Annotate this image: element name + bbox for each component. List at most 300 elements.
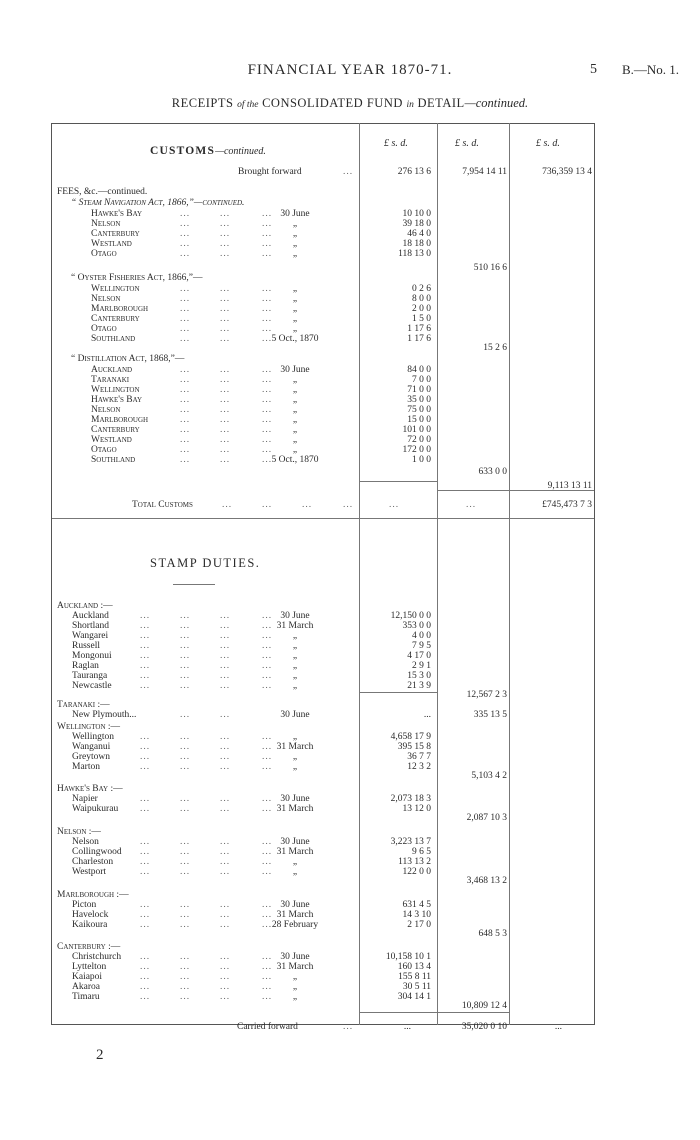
row-place-label: Napier xyxy=(72,794,98,804)
leader-dots: ... xyxy=(180,334,191,344)
row-subtotal: 335 13 5 xyxy=(473,710,507,720)
leader-dots: ... xyxy=(262,425,273,435)
row-place-label: Timaru xyxy=(72,992,100,1002)
leader-dots: ... xyxy=(140,631,151,641)
row-place-label: Kaiapoi xyxy=(72,972,103,982)
leader-dots: ... xyxy=(180,794,191,804)
leader-dots: ... xyxy=(262,752,273,762)
leader-dots: ... xyxy=(220,952,231,962)
row-place-label: Nelson xyxy=(91,405,121,415)
leader-dots: ... xyxy=(262,631,273,641)
leader-dots: ... xyxy=(262,445,273,455)
row-amount: 1 5 0 xyxy=(412,314,431,324)
row-amount: 35 0 0 xyxy=(407,395,431,405)
customs-continued: —continued. xyxy=(215,146,266,157)
leader-dots: ... xyxy=(262,804,273,814)
page-subtitle xyxy=(0,96,700,111)
leader-dots: ... xyxy=(262,405,273,415)
leader-dots: ... xyxy=(262,837,273,847)
row-place-label: Wellington xyxy=(91,385,140,395)
leader-dots: ... xyxy=(220,395,231,405)
leader-dots: ... xyxy=(262,455,273,465)
leader-dots: ... xyxy=(180,992,191,1002)
leader-dots: ... xyxy=(140,762,151,772)
row-place-label: Nelson xyxy=(91,294,121,304)
row-amount: 72 0 0 xyxy=(407,435,431,445)
row-amount: 0 2 6 xyxy=(412,284,431,294)
leader-dots: ... xyxy=(220,962,231,972)
row-place-label: Shortland xyxy=(72,621,109,631)
leader-dots: ... xyxy=(140,847,151,857)
row-date: „ xyxy=(292,661,298,671)
row-date: 31 March xyxy=(276,621,314,631)
row-place-label: Taranaki :— xyxy=(57,700,110,710)
row-amount: 113 13 2 xyxy=(398,857,431,867)
leader-dots: ... xyxy=(262,847,273,857)
row-date: „ xyxy=(292,857,298,867)
leader-dots: ... xyxy=(180,455,191,465)
leader-dots: ... xyxy=(140,952,151,962)
row-amount: 1 0 0 xyxy=(412,455,431,465)
row-place-label: Hawke's Bay :— xyxy=(57,784,123,794)
leader-dots: ... xyxy=(180,804,191,814)
leader-dots: ... xyxy=(262,334,273,344)
page-title: FINANCIAL YEAR 1870-71. xyxy=(247,62,453,78)
leader-dots: ... xyxy=(220,794,231,804)
leader-dots: ... xyxy=(180,972,191,982)
subtitle-of-the: of the xyxy=(237,100,259,110)
leader-dots: ... xyxy=(220,229,231,239)
row-place-label: Russell xyxy=(72,641,100,651)
leader-dots: ... xyxy=(220,992,231,1002)
leader-dots: ... xyxy=(180,445,191,455)
row-amount: 2,073 18 3 xyxy=(390,794,431,804)
leader-dots: ... xyxy=(140,920,151,930)
row-place-label: Newcastle xyxy=(72,681,112,691)
customs-title: CUSTOMS xyxy=(150,145,216,157)
carried-forward-row xyxy=(0,1022,700,1033)
leader-dots: ... xyxy=(222,500,233,510)
row-amount: 39 18 0 xyxy=(402,219,431,229)
row-place-label: Wellington xyxy=(72,732,114,742)
leader-dots: ... xyxy=(180,847,191,857)
row-place-label: Marton xyxy=(72,762,100,772)
leader-dots: ... xyxy=(466,500,477,510)
row-amount: 14 3 10 xyxy=(402,910,431,920)
leader-dots: ... xyxy=(140,651,151,661)
row-place-label: Picton xyxy=(72,900,97,910)
row-amount: 18 18 0 xyxy=(402,239,431,249)
row-date: 28 February xyxy=(271,920,319,930)
leader-dots: ... xyxy=(262,661,273,671)
leader-dots: ... xyxy=(140,857,151,867)
leader-dots: ... xyxy=(262,294,273,304)
leader-dots: ... xyxy=(180,742,191,752)
row-date: 31 March xyxy=(276,847,314,857)
subtotal-rule xyxy=(359,1012,509,1013)
row-subtotal: 3,468 13 2 xyxy=(466,876,507,886)
row-date: 31 March xyxy=(276,962,314,972)
leader-dots: ... xyxy=(180,385,191,395)
row-place-label: Auckland xyxy=(91,365,133,375)
leader-dots: ... xyxy=(140,837,151,847)
row-amount: 84 0 0 xyxy=(407,365,431,375)
leader-dots: ... xyxy=(262,972,273,982)
leader-dots: ... xyxy=(180,910,191,920)
leader-dots: ... xyxy=(180,962,191,972)
leader-dots: ... xyxy=(262,900,273,910)
row-date: „ xyxy=(292,415,298,425)
row-place-label: Otago xyxy=(91,445,117,455)
row-subtotal: 10,809 12 4 xyxy=(461,1001,507,1011)
distill-act-total: 633 0 0 xyxy=(478,467,507,477)
leader-dots: ... xyxy=(180,415,191,425)
row-place-label: Canterbury xyxy=(91,425,140,435)
row-date: 30 June xyxy=(280,952,310,962)
leader-dots: ... xyxy=(220,405,231,415)
row-place-label: Akaroa xyxy=(72,982,100,992)
leader-dots: ... xyxy=(140,611,151,621)
leader-dots: ... xyxy=(180,209,191,219)
leader-dots: ... xyxy=(220,239,231,249)
row-date: 30 June xyxy=(280,611,310,621)
leader-dots: ... xyxy=(262,324,273,334)
row-amount: 2 0 0 xyxy=(412,304,431,314)
leader-dots: ... xyxy=(262,920,273,930)
fees-total-row xyxy=(0,481,700,492)
row-place-label: Auckland :— xyxy=(57,601,113,611)
stamp-group-total xyxy=(0,813,700,824)
leader-dots: ... xyxy=(220,982,231,992)
steam-act-text: “ Steam Navigation Act, 1866,”—continued. xyxy=(71,198,245,208)
leader-dots: ... xyxy=(140,972,151,982)
row-date: 30 June xyxy=(280,209,310,219)
section-divider xyxy=(52,518,594,519)
row-amount: ... xyxy=(423,710,431,720)
leader-dots: ... xyxy=(180,867,191,877)
row-place-label: Wellington xyxy=(91,284,140,294)
row-amount: 13 12 0 xyxy=(402,804,431,814)
leader-dots: ... xyxy=(180,375,191,385)
row-amount: 36 7 7 xyxy=(407,752,431,762)
leader-dots: ... xyxy=(140,867,151,877)
row-date: „ xyxy=(292,867,298,877)
oyster-act-total-row xyxy=(0,343,700,354)
page-number: 5 xyxy=(590,62,597,77)
leader-dots: ... xyxy=(389,500,400,510)
leader-dots: ... xyxy=(180,857,191,867)
steam-act-total: 510 16 6 xyxy=(473,263,507,273)
brought-forward-col1: 276 13 6 xyxy=(397,167,431,177)
leader-dots: ... xyxy=(262,284,273,294)
leader-dots: ... xyxy=(262,794,273,804)
row-place-label: Mongonui xyxy=(72,651,112,661)
stamp-group-total xyxy=(0,1001,700,1012)
row-date: „ xyxy=(292,385,298,395)
leader-dots: ... xyxy=(262,219,273,229)
leader-dots: ... xyxy=(220,294,231,304)
leader-dots: ... xyxy=(220,910,231,920)
row-place-label: Hawke's Bay xyxy=(91,395,143,405)
row-place-label: Havelock xyxy=(72,910,109,920)
leader-dots: ... xyxy=(140,982,151,992)
row-date: „ xyxy=(292,972,298,982)
leader-dots: ... xyxy=(180,284,191,294)
fees-heading-text: FEES, &c.—continued. xyxy=(57,187,148,197)
leader-dots: ... xyxy=(262,209,273,219)
row-place-label: Canterbury xyxy=(91,314,140,324)
row-subtotal: 12,567 2 3 xyxy=(466,690,507,700)
row-place-label: Collingwood xyxy=(72,847,122,857)
oyster-act-text: “ Oyster Fisheries Act, 1866,”— xyxy=(71,273,203,283)
leader-dots: ... xyxy=(180,681,191,691)
leader-dots: ... xyxy=(180,641,191,651)
row-amount: 3,223 13 7 xyxy=(390,837,431,847)
distill-act-total-row xyxy=(0,467,700,478)
leader-dots: ... xyxy=(343,1022,354,1032)
row-date: 5 Oct., 1870 xyxy=(271,334,319,344)
brought-forward-col2: 7,954 14 11 xyxy=(462,167,507,177)
leader-dots: ... xyxy=(180,762,191,772)
row-date: „ xyxy=(292,219,298,229)
row-amount: 46 4 0 xyxy=(407,229,431,239)
row-date: „ xyxy=(292,435,298,445)
row-amount: 155 8 11 xyxy=(398,972,431,982)
leader-dots: ... xyxy=(343,500,354,510)
customs-heading xyxy=(150,145,266,157)
leader-dots: ... xyxy=(262,375,273,385)
row-date: „ xyxy=(292,992,298,1002)
oyster-act-heading xyxy=(0,273,700,284)
brought-forward-col3: 736,359 13 4 xyxy=(542,167,592,177)
leader-dots: ... xyxy=(220,732,231,742)
leader-dots: ... xyxy=(220,324,231,334)
leader-dots: ... xyxy=(220,867,231,877)
row-date: „ xyxy=(292,304,298,314)
leader-dots: ... xyxy=(220,920,231,930)
leader-dots: ... xyxy=(220,611,231,621)
row-date: „ xyxy=(292,651,298,661)
leader-dots: ... xyxy=(262,732,273,742)
row-amount: 2 9 1 xyxy=(412,661,431,671)
row-place-label: Greytown xyxy=(72,752,110,762)
total-customs-label: Total Customs xyxy=(132,500,193,510)
row-date: „ xyxy=(292,445,298,455)
row-date: „ xyxy=(292,395,298,405)
leader-dots: ... xyxy=(180,324,191,334)
leader-dots: ... xyxy=(180,621,191,631)
row-date: „ xyxy=(292,229,298,239)
leader-dots: ... xyxy=(220,847,231,857)
row-amount: 172 0 0 xyxy=(402,445,431,455)
leader-dots: ... xyxy=(220,209,231,219)
leader-dots: ... xyxy=(140,641,151,651)
row-place-label: Raglan xyxy=(72,661,99,671)
row-place-label: Hawke's Bay xyxy=(91,209,143,219)
row-place-label: Wangarei xyxy=(72,631,109,641)
subtitle-in: in xyxy=(406,100,414,110)
steam-act-heading xyxy=(0,198,700,209)
leader-dots: ... xyxy=(220,972,231,982)
fees-heading xyxy=(0,187,700,198)
row-amount: 122 0 0 xyxy=(402,867,431,877)
carried-forward-col1: ... xyxy=(403,1022,411,1032)
leader-dots: ... xyxy=(220,661,231,671)
leader-dots: ... xyxy=(180,710,191,720)
row-date: „ xyxy=(292,314,298,324)
leader-dots: ... xyxy=(180,405,191,415)
row-date: 30 June xyxy=(280,837,310,847)
leader-dots: ... xyxy=(180,395,191,405)
leader-dots: ... xyxy=(262,500,273,510)
leader-dots: ... xyxy=(180,952,191,962)
row-date: „ xyxy=(292,375,298,385)
leader-dots: ... xyxy=(220,375,231,385)
row-place-label: Wanganui xyxy=(72,742,111,752)
row-place-label: New Plymouth... xyxy=(72,710,137,720)
leader-dots: ... xyxy=(262,962,273,972)
row-amount: 7 0 0 xyxy=(412,375,431,385)
row-amount: 9 6 5 xyxy=(412,847,431,857)
leader-dots: ... xyxy=(220,334,231,344)
row-date: „ xyxy=(292,284,298,294)
leader-dots: ... xyxy=(220,314,231,324)
stamp-group-total xyxy=(0,929,700,940)
row-place-label: Marlborough :— xyxy=(57,890,129,900)
row-amount: 353 0 0 xyxy=(402,621,431,631)
row-amount: 631 4 5 xyxy=(402,900,431,910)
leader-dots: ... xyxy=(302,500,313,510)
row-place-label: Tauranga xyxy=(72,671,108,681)
row-place-label: Marlborough xyxy=(91,415,149,425)
row-date: 30 June xyxy=(280,900,310,910)
leader-dots: ... xyxy=(180,435,191,445)
leader-dots: ... xyxy=(180,425,191,435)
carried-forward-col2: 35,020 0 10 xyxy=(461,1022,507,1032)
leader-dots: ... xyxy=(262,857,273,867)
leader-dots: ... xyxy=(220,900,231,910)
leader-dots: ... xyxy=(140,900,151,910)
row-date: „ xyxy=(292,294,298,304)
leader-dots: ... xyxy=(220,837,231,847)
row-place-label: Westport xyxy=(72,867,107,877)
stamp-row xyxy=(0,710,700,721)
row-amount: 10 10 0 xyxy=(402,209,431,219)
leader-dots: ... xyxy=(180,651,191,661)
row-date: 30 June xyxy=(280,710,310,720)
leader-dots: ... xyxy=(140,681,151,691)
leader-dots: ... xyxy=(140,621,151,631)
row-place-label: Canterbury xyxy=(91,229,140,239)
row-date: 30 June xyxy=(280,794,310,804)
currency-header-1: £ s. d. xyxy=(384,138,408,149)
leader-dots: ... xyxy=(220,631,231,641)
leader-dots: ... xyxy=(180,219,191,229)
leader-dots: ... xyxy=(220,425,231,435)
leader-dots: ... xyxy=(262,365,273,375)
leader-dots: ... xyxy=(180,661,191,671)
leader-dots: ... xyxy=(262,742,273,752)
row-amount: 395 15 8 xyxy=(397,742,431,752)
leader-dots: ... xyxy=(180,982,191,992)
row-place-label: Wellington :— xyxy=(57,722,121,732)
row-amount: 4,658 17 9 xyxy=(390,732,431,742)
row-date: „ xyxy=(292,762,298,772)
leader-dots: ... xyxy=(220,651,231,661)
row-date: „ xyxy=(292,681,298,691)
heading-rule xyxy=(173,584,215,585)
leader-dots: ... xyxy=(220,415,231,425)
leader-dots: ... xyxy=(262,239,273,249)
row-date: 31 March xyxy=(276,910,314,920)
subtitle-fund: CONSOLIDATED FUND xyxy=(262,96,403,110)
row-place-label: Westland xyxy=(91,239,132,249)
row-amount: 118 13 0 xyxy=(398,249,431,259)
row-place-label: Lyttelton xyxy=(72,962,107,972)
row-place-label: Southland xyxy=(91,455,136,465)
leader-dots: ... xyxy=(262,952,273,962)
leader-dots: ... xyxy=(220,742,231,752)
leader-dots: ... xyxy=(180,837,191,847)
leader-dots: ... xyxy=(262,229,273,239)
row-place-label: Westland xyxy=(91,435,132,445)
row-date: 31 March xyxy=(276,742,314,752)
row-amount: 71 0 0 xyxy=(407,385,431,395)
row-place-label: Nelson :— xyxy=(57,827,101,837)
oyster-act-total: 15 2 6 xyxy=(483,343,507,353)
leader-dots: ... xyxy=(220,435,231,445)
row-amount: 160 13 4 xyxy=(397,962,431,972)
row-amount: 2 17 0 xyxy=(407,920,431,930)
leader-dots: ... xyxy=(220,857,231,867)
row-date: „ xyxy=(292,752,298,762)
leader-dots: ... xyxy=(180,229,191,239)
leader-dots: ... xyxy=(180,365,191,375)
carried-forward-label: Carried forward xyxy=(237,1022,298,1032)
carried-forward-col3: ... xyxy=(554,1022,562,1032)
row-date: „ xyxy=(292,641,298,651)
row-date: „ xyxy=(292,425,298,435)
row-amount: 15 0 0 xyxy=(407,415,431,425)
leader-dots: ... xyxy=(220,249,231,259)
distill-act-row xyxy=(0,455,700,466)
subtitle-continued: —continued. xyxy=(464,96,529,110)
row-place-label: Taranaki xyxy=(91,375,130,385)
leader-dots: ... xyxy=(180,920,191,930)
leader-dots: ... xyxy=(262,385,273,395)
leader-dots: ... xyxy=(262,304,273,314)
leader-dots: ... xyxy=(262,611,273,621)
total-customs-amount: £745,473 7 3 xyxy=(542,500,592,510)
row-place-label: Marlborough xyxy=(91,304,149,314)
leader-dots: ... xyxy=(220,385,231,395)
subtitle-receipts: RECEIPTS xyxy=(171,96,234,110)
leader-dots: ... xyxy=(343,167,354,177)
stamp-group-total xyxy=(0,876,700,887)
leader-dots: ... xyxy=(262,314,273,324)
page-folio: 2 xyxy=(96,1047,104,1063)
leader-dots: ... xyxy=(262,910,273,920)
row-place-label: Nelson xyxy=(91,219,121,229)
stamp-duties-heading: STAMP DUTIES. xyxy=(150,556,261,570)
leader-dots: ... xyxy=(262,435,273,445)
leader-dots: ... xyxy=(180,249,191,259)
leader-dots: ... xyxy=(140,732,151,742)
leader-dots: ... xyxy=(220,710,231,720)
row-place-label: Waipukurau xyxy=(72,804,119,814)
row-amount: 12,150 0 0 xyxy=(390,611,431,621)
leader-dots: ... xyxy=(262,681,273,691)
